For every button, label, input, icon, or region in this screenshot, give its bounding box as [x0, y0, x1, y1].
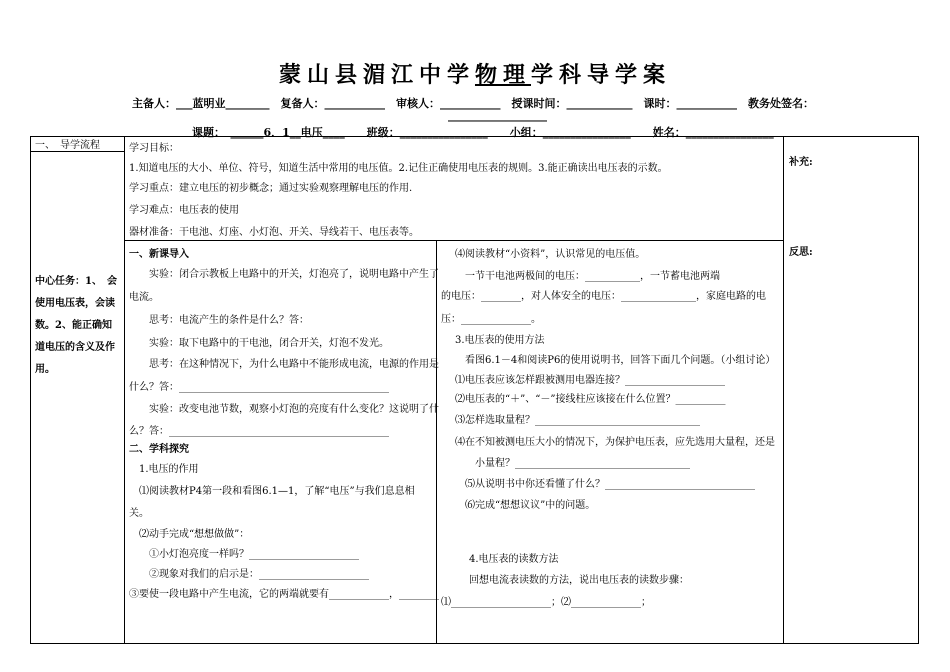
mid-line: 思考：在这种情况下，为什么电路中不能形成电流，电源的作用是	[149, 359, 439, 370]
right-line: 回想电流表读数的方法，说出电压表的读数步骤：	[469, 575, 689, 586]
right-line: ⑸从说明书中你还看懂了什么？______________________________	[465, 479, 755, 490]
right-line: ⑷阅读教材“小资料”，认识常见的电压值。	[455, 249, 646, 260]
right-line: 4.电压表的读数方法	[469, 554, 559, 565]
right-line: ⑴电压表应该怎样跟被测用电器连接？____________________	[455, 375, 725, 386]
key-point: 学习重点：建立电压的初步概念；通过实验观察理解电压的作用.	[129, 183, 413, 194]
right-line: 3.电压表的使用方法	[455, 335, 545, 346]
mid-line: 关。	[129, 508, 149, 519]
mid-line: ⑵动手完成“想想做做”：	[139, 529, 250, 540]
topic-row: 课题： ______6．1__电压____ 班级：________________ 小组：________________ 姓名：________________	[192, 126, 774, 139]
section-explore-heading: 二、学科探究	[129, 444, 189, 455]
supplement-label: 补充:	[789, 157, 813, 168]
mid-line: 实验：闭合示教板上电路中的开关，灯泡亮了，说明电路中产生了	[149, 269, 439, 280]
mid-line: ⑴阅读教材P4第一段和看图6.1—1，了解“电压”与我们息息相	[139, 486, 415, 497]
worksheet-table	[30, 136, 919, 644]
mid-line: ②现象对我们的启示是：______________________	[149, 569, 369, 580]
reflection-label: 反思:	[789, 247, 813, 258]
materials: 器材准备：干电池、灯座、小灯泡、开关、导线若干、电压表等。	[129, 227, 419, 238]
mid-line: 什么？答：__________________________________________	[129, 382, 389, 393]
right-line: 看图6.1－4和阅读P6的使用说明书，回答下面几个问题。（小组讨论）	[465, 355, 776, 366]
right-line: ⑷在不知被测电压大小的情况下，为保护电压表，应先选用大量程，还是	[455, 437, 775, 448]
page-title: 蒙山县湄江中学物理学科导学案	[278, 62, 672, 88]
mid-line: 实验：改变电池节数，观察小灯泡的亮度有什么变化？这说明了什	[149, 404, 439, 415]
right-line: ⑶怎样选取量程？_________________________________	[455, 415, 700, 426]
signature-line: __________________	[448, 109, 547, 122]
mid-line: 电流。	[129, 292, 159, 303]
right-line: ⑴____________________；⑵______________；	[441, 597, 651, 608]
right-line: 的电压：________，对人体安全的电压：_______________，家庭电路的电	[441, 291, 766, 302]
right-line: 一节干电池两极间的电压：___________，一节蓄电池两端	[465, 271, 720, 282]
mid-line: 1.电压的作用	[139, 464, 199, 475]
mid-line: 么？答：____________________________________________	[129, 426, 389, 437]
mid-line: 思考：电流产生的条件是什么？答：	[149, 315, 309, 326]
mid-line: ③要使一段电路中产生电流，它的两端就要有____________，________	[129, 589, 439, 600]
difficulty: 学习难点：电压表的使用	[129, 205, 239, 216]
preparer-row: 主备人：___蓝明业________ 复备人：___________ 审核人：___________ 授课时间：____________ 课时：___________ 教务处签名：	[132, 97, 814, 110]
process-label: 一、 导学流程	[35, 140, 100, 151]
center-task: 中心任务：1、 会使用电压表，会读数。2、能正确知道电压的含义及作用。	[35, 276, 117, 375]
right-line: 小量程？___________________________________	[475, 458, 690, 469]
section-intro-heading: 一、新课导入	[129, 249, 189, 260]
mid-line: ①小灯泡亮度一样吗？______________________	[149, 549, 359, 560]
goal-text: 1.知道电压的大小、单位、符号，知道生活中常用的电压值。2.记住正确使用电压表的规则。3.能正确读出电压表的示数。	[129, 163, 668, 174]
goal-heading: 学习目标：	[129, 143, 179, 154]
mid-line: 实验：取下电路中的干电池，闭合开关，灯泡不发光。	[149, 338, 389, 349]
right-line: ⑹完成“想想议议”中的问题。	[465, 500, 596, 511]
right-line: 压：______________。	[441, 314, 541, 325]
right-line: ⑵电压表的“＋”、“－”接线柱应该接在什么位置？__________	[455, 394, 726, 405]
